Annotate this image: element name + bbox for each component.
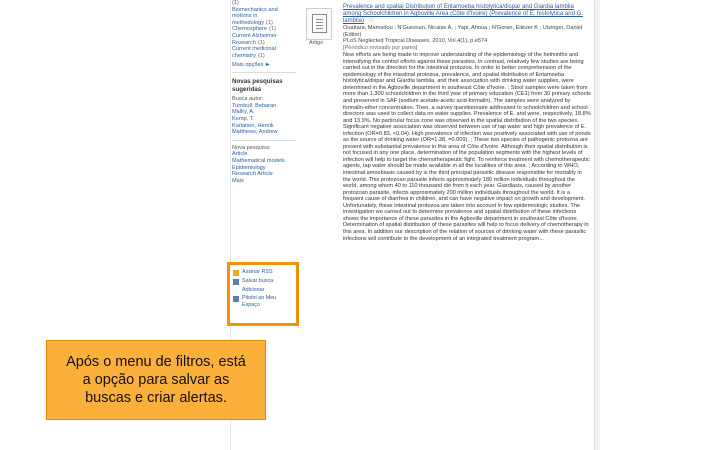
record-type-thumbnail xyxy=(306,8,332,40)
save-alert-box xyxy=(227,262,299,326)
new-subject-label: Nova pesquisa: xyxy=(232,144,271,151)
suggested-author[interactable]: Karlanen, Henrik xyxy=(232,122,274,129)
suggested-subject[interactable]: Mathematical models xyxy=(232,157,285,164)
facet-count: (1) xyxy=(232,0,239,6)
filter-sidebar xyxy=(232,0,298,184)
new-searches-heading: Novas pesquisas sugeridas xyxy=(232,78,283,93)
callout-text: Após o menu de filtros, está a opção para salvar as buscas e criar alertas. xyxy=(66,354,246,406)
folder-icon xyxy=(233,296,239,302)
record-title-link[interactable]: Prevalence and spatial Distribution of Entamoeba histolytica/dispar and Giardia lamblia among Schoolchildren in Agboville Area (Côte d'Ivoire) (Prevalence of E. histolytica and G. lamblia) xyxy=(343,4,583,24)
suggested-author[interactable]: Turnbull, Bebaran xyxy=(232,102,277,109)
facet-topic-4[interactable]: Current medicinal chemistry (1) xyxy=(232,46,276,59)
suggested-author[interactable]: Matthews, Andrew xyxy=(232,129,278,136)
record-authors: Ouattara, Mamadou ; N'Guessan, Nicaise A. ; Yapi, Ahoua ; N'Goran, Eliézer K ; Utzinger, Daniel (Editor) xyxy=(343,25,583,38)
author-label: Busca autor: xyxy=(232,96,264,103)
record-title-row xyxy=(343,4,591,25)
more-options-link[interactable]: Mais opções ► xyxy=(232,62,271,69)
add-link[interactable]: Adicionar xyxy=(242,287,265,293)
facet-topic-1[interactable]: Biomechanics and motions in methodology (1) xyxy=(232,6,278,26)
suggested-author[interactable]: Kemp, T. xyxy=(232,115,254,122)
my-space-link[interactable]: Pilotiri ao Meu Espaço xyxy=(233,295,293,308)
rss-icon xyxy=(233,270,239,276)
record-abstract: New efforts are being made to improve understanding of the epidemiology of the helminths and intensifying the control efforts against these parasites. In contrast, relatively few studies are being carried out in the direction for the intestinal protozoa. In order to better comprehension of the epidemiology of the intestinal protozoa, prevalence, and spatial distribution of Entamoeba histolytica/dispar and Giardia lamblia, and their association with drinking water supplies, were determined in the Agboville department in southeast Côte d'Ivoire. ; Stool samples were taken from more than 1,300 schoolchildren in the third year of primary education (CE1) from 30 primary schools and preserved in SAF (sodium acetate-acetic acid-formalin). The samples were analyzed by formalin-ether concentration. Then, a survey questionnaire addressed to schoolchildren and school directors was used to collect data on water supplies. Prevalence of E. and were, respectively, 18.8% and 13.9%. No particular focus zone was observed in the spatial distribution of the two species. Significant negative association was observed between use of tap water and high prevalence of E. infection (OR=0.83, <0.04). High prevalence of infection was positively associated with use of ponds as the source of drinking water (OR=1.38, =0.009). ; These two species of pathogenic protozoa are present with substantial prevalence in this area of Côte d'Ivoire. Although their spatial distribution is not focused in any one place, determination of the population segments with the highest levels of infection will help to target the chemotherapeutic fight. To reinforce treatment with chemotherapeutic agents, tap water should be made available in all the localities of this area. ; According to WHO, intestinal amoebiasis caused by is the third principal parasitic disease responsible for mortality in the world. This protozoan parasite infects approximately 180 million individuals throughout the world, among whom 40 to 110 thousand die from it each year. Giardiasis, caused by another protozoan parasite, infects approximately 200 million individuals throughout the world. It is a frequent cause of diarrhea in children, and can have negative impact on growth and development. Unfortunately, these intestinal protozoa are taken into account in few epidemiologic studies. The investigation we carried out to determine prevalence and spatial distribution of these infections shows the importance of these parasites in the Agboville department in southeast Côte d'Ivoire. Determination of spatial distribution of these parasites will help to focus delivery of chemotherapy in this area. In addition our description of the relation of sources of drinking water with these parasitic infections will contribute to the development of an integrated treatment program... xyxy=(343,52,591,242)
suggested-subject[interactable]: Article xyxy=(232,151,248,158)
scrollbar[interactable] xyxy=(594,0,600,450)
instruction-callout xyxy=(46,340,266,420)
suggested-author[interactable]: Mallry, A. xyxy=(232,109,255,116)
search-result-record xyxy=(343,4,591,242)
peer-reviewed-badge: [Periódico revisado por pares] xyxy=(343,44,418,51)
save-search-link[interactable]: Salvar busca xyxy=(233,278,293,285)
divider xyxy=(232,72,296,73)
save-icon xyxy=(233,279,239,285)
facet-topic-3[interactable]: Current Alzheimer Research (1) xyxy=(232,32,277,46)
facet-topic-2[interactable]: Chemosphere (1) xyxy=(232,26,276,33)
record-type-label: Artigo xyxy=(309,40,324,46)
article-icon xyxy=(312,14,327,33)
rss-link[interactable]: Assinar RSS xyxy=(233,269,293,276)
suggested-subject[interactable]: Research Article xyxy=(232,171,273,178)
star-icon[interactable]: ☆ xyxy=(368,17,375,24)
suggested-subject[interactable]: Mais xyxy=(232,177,244,184)
divider xyxy=(232,140,296,141)
suggested-subject[interactable]: Epidemiology xyxy=(232,164,266,171)
record-source: PLoS Neglected Tropical Diseases, 2010, Vol.4(1), p.e574 xyxy=(343,38,488,45)
